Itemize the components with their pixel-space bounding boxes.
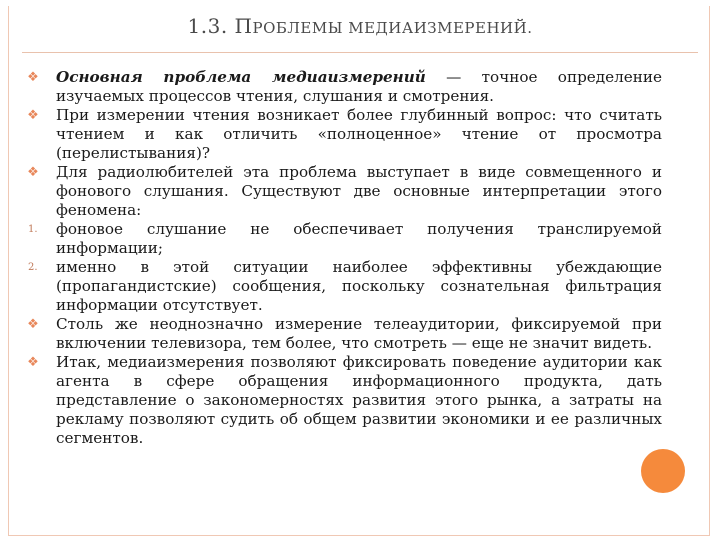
diamond-bullet-icon: ❖	[27, 108, 39, 123]
list-number: 2.	[28, 262, 38, 273]
title-prefix: 1.3. П	[187, 14, 253, 38]
item-text: Для радиолюбителей эта проблема выступает в виде совмещенного и фонового слушания. Существуют две основные интерпретации этого феномена:	[56, 163, 662, 219]
item-text: — точное определение изучаемых процессов чтения, слушания и смотрения.	[56, 68, 662, 105]
list-item-2	[22, 106, 662, 163]
item-text: именно в этой ситуации наиболее эффективны убеждающие (пропагандистские) сообщения, поскольку сознательная фильтрация информации отсутствует.	[56, 258, 662, 314]
item-text: Столь же неоднозначно измерение телеаудитории, фиксируемой при включении телевизора, тем более, что смотреть — еще не значит видеть.	[56, 315, 662, 352]
list-item-7	[22, 353, 662, 448]
slide-title	[0, 14, 720, 38]
list-item-4	[22, 220, 662, 258]
slide-body	[22, 68, 662, 448]
title-divider	[22, 52, 698, 53]
diamond-bullet-icon: ❖	[27, 165, 39, 180]
list-item-5	[22, 258, 662, 315]
item-text: Итак, медиаизмерения позволяют фиксировать поведение аудитории как агента в сфере обращения информационного продукта, дать представление о закономерностях развития этого рынка, а затраты на рекламу позволяют судить об общем развитии экономики и ее различных сегментов.	[56, 353, 662, 447]
list-number: 1.	[28, 224, 38, 235]
item-emphasis: Основная проблема медиаизмерений	[56, 68, 426, 86]
list-item-3	[22, 163, 662, 220]
diamond-bullet-icon: ❖	[27, 317, 39, 332]
decorative-orb	[641, 449, 685, 493]
item-text: При измерении чтения возникает более глубинный вопрос: что считать чтением и как отличить «полноценное» чтение от просмотра (перелистывания)?	[56, 106, 662, 162]
list-item-6	[22, 315, 662, 353]
diamond-bullet-icon: ❖	[27, 70, 39, 85]
diamond-bullet-icon: ❖	[27, 355, 39, 370]
item-text: фоновое слушание не обеспечивает получения транслируемой информации;	[56, 220, 662, 257]
title-rest: РОБЛЕМЫ МЕДИАИЗМЕРЕНИЙ.	[252, 19, 533, 37]
list-item-1	[22, 68, 662, 106]
